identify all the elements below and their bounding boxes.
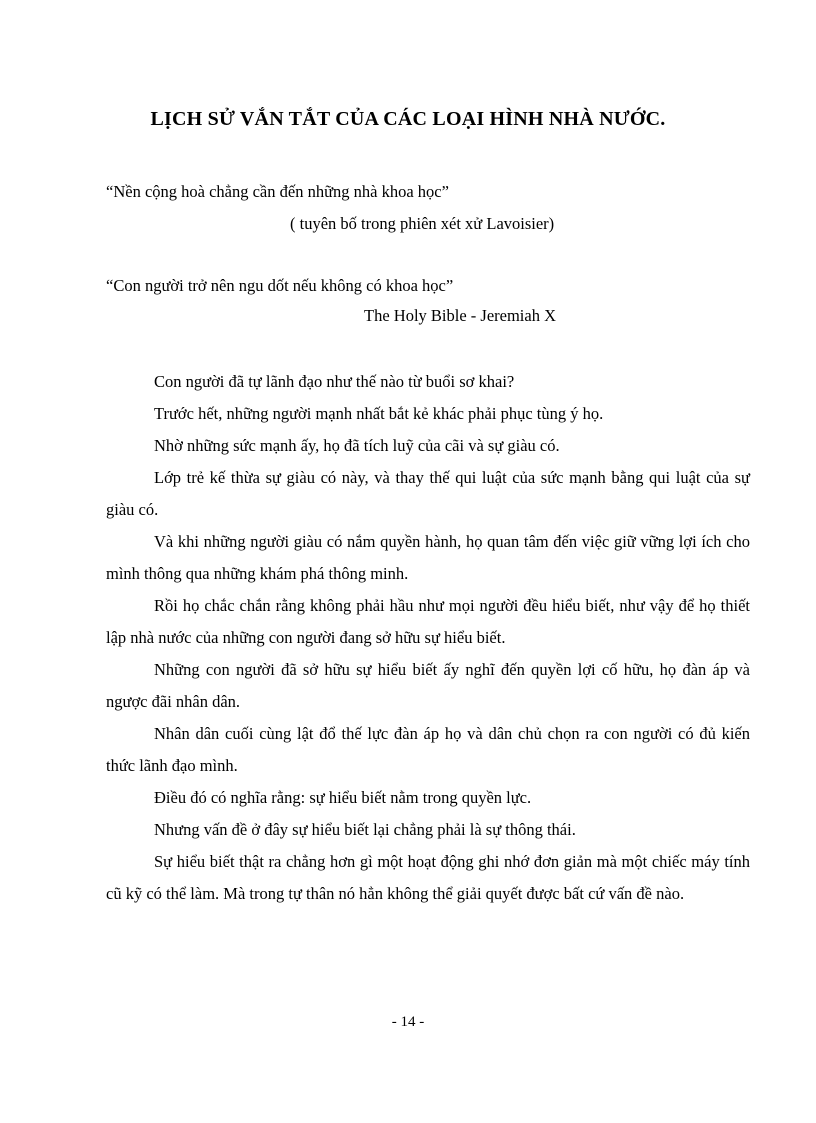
epigraph-quote-1: “Nền cộng hoà chẳng cần đến những nhà khoa học”	[106, 182, 449, 201]
paragraph: Con người đã tự lãnh đạo như thế nào từ buổi sơ khai?	[154, 372, 515, 391]
body-text	[106, 366, 750, 910]
paragraph: Nhờ những sức mạnh ấy, họ đã tích luỹ của cãi và sự giàu có.	[154, 436, 560, 455]
paragraph: Trước hết, những người mạnh nhất bắt kẻ khác phải phục tùng ý họ.	[154, 404, 604, 423]
page-number: - 14 -	[391, 1014, 425, 1030]
paragraph: Những con người đã sở hữu sự hiểu biết ấy nghĩ đến quyền lợi cố hữu, họ đàn áp và ngược đãi nhân dân.	[106, 660, 750, 711]
paragraph: Rồi họ chắc chắn rằng không phải hầu như mọi người đều hiểu biết, như vậy để họ thiết lập nhà nước của những con người đang sở hữu sự hiểu biết.	[106, 596, 750, 647]
epigraph-source-2: The Holy Bible - Jeremiah X	[364, 306, 556, 325]
epigraph-source-1: ( tuyên bố trong phiên xét xử Lavoisier)	[290, 214, 555, 233]
chapter-title: LỊCH SỬ VẮN TẮT CỦA CÁC LOẠI HÌNH NHÀ NƯỚC.	[150, 108, 666, 130]
paragraph: Điều đó có nghĩa rằng: sự hiểu biết nằm trong quyền lực.	[154, 788, 532, 807]
paragraph: Sự hiểu biết thật ra chẳng hơn gì một hoạt động ghi nhớ đơn giản mà một chiếc máy tính cũ kỹ có thể làm. Mà trong tự thân nó hẳn không thể giải quyết được bất cứ vấn đề nào.	[106, 852, 750, 903]
paragraph: Nhưng vấn đề ở đây sự hiểu biết lại chẳng phải là sự thông thái.	[154, 820, 576, 839]
paragraph: Và khi những người giàu có nắm quyền hành, họ quan tâm đến việc giữ vững lợi ích cho mình thông qua những khám phá thông minh.	[106, 532, 750, 583]
paragraph: Nhân dân cuối cùng lật đổ thế lực đàn áp họ và dân chủ chọn ra con người có đủ kiến thức lãnh đạo mình.	[106, 724, 750, 775]
paragraph: Lớp trẻ kế thừa sự giàu có này, và thay thế qui luật của sức mạnh bằng qui luật của sự giàu có.	[106, 468, 750, 519]
epigraph-quote-2: “Con người trở nên ngu dốt nếu không có khoa học”	[106, 276, 454, 295]
